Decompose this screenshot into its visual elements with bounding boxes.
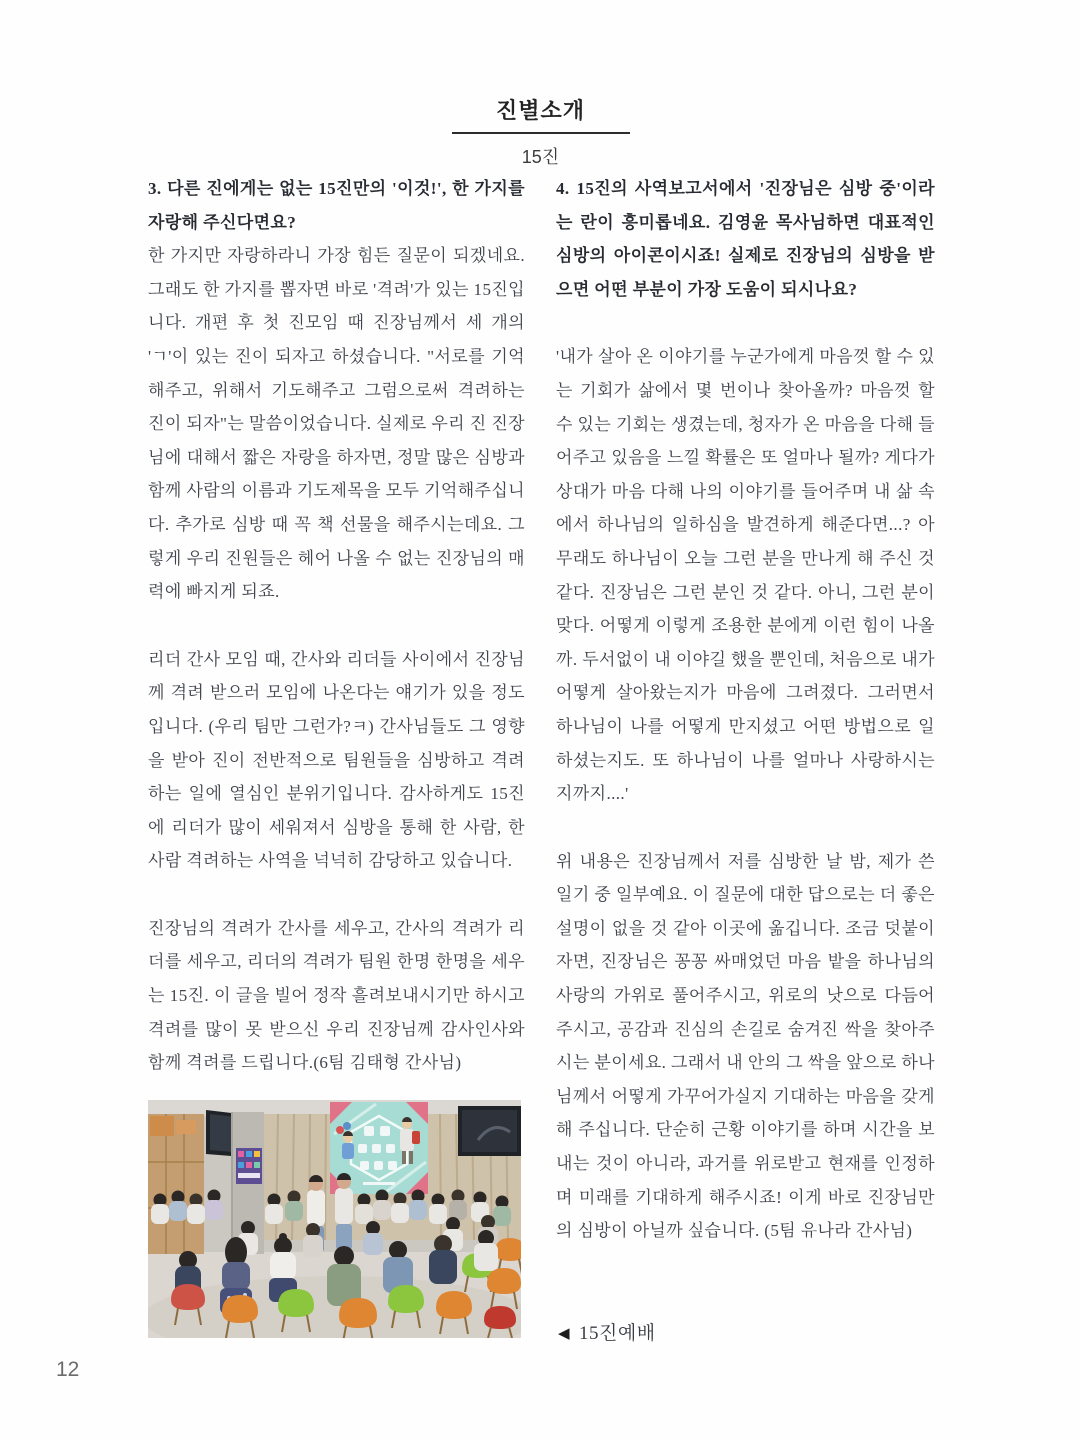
left-paragraph-2: 리더 간사 모임 때, 간사와 리더들 사이에서 진장님께 격려 받으러 모임에 나온다는 얘기가 있을 정도입니다. (우리 팀만 그런가?ㅋ) 간사님들도 그 영향을 받아 진이 전반적으로 팀원들을 심방하고 격려하는 일에 열심인 분위기입니다. 감사하게도 15진에 리더가 많이 세워져서 심방을 통해 한 사람, 한 사람 격려하는 사역을 넉넉히 감당하고 있습니다. bbox=[148, 649, 525, 871]
group-subtitle: 15진 bbox=[521, 147, 560, 167]
left-column bbox=[148, 172, 525, 1080]
section-title: 진별소개 bbox=[495, 98, 585, 123]
title-underline bbox=[452, 132, 630, 134]
left-paragraph-1: 한 가지만 자랑하라니 가장 힘든 질문이 되겠네요. 그래도 한 가지를 뽑자면 바로 '격려'가 있는 15진입니다. 개편 후 첫 진모임 때 진장님께서 세 개의 'ㄱ'이 있는 진이 되자고 하셨습니다. "서로를 기억해주고, 위해서 기도해주고 그럼으로써 격려하는 진이 되자"는 말씀이었습니다. 실제로 우리 진 진장님에 대해서 짧은 자랑을 하자면, 정말 많은 심방과 함께 사람의 이름과 기도제목을 모두 기억해주십니다. 추가로 심방 때 꼭 책 선물을 해주시는데요. 그렇게 우리 진원들은 헤어 나올 수 없는 진장님의 매력에 빠지게 되죠. bbox=[148, 246, 525, 602]
cabinet bbox=[148, 1114, 204, 1254]
page-number: 12 bbox=[56, 1358, 80, 1381]
tv-right bbox=[458, 1106, 521, 1156]
photo-caption bbox=[558, 1318, 656, 1345]
standing-leader-2 bbox=[335, 1173, 353, 1250]
left-triangle-icon: ◀ bbox=[558, 1326, 571, 1342]
photo-illustration bbox=[148, 1100, 521, 1338]
left-paragraph-3: 진장님의 격려가 간사를 세우고, 간사의 격려가 리더를 세우고, 리더의 격려가 팀원 한명 한명을 세우는 15진. 이 글을 빌어 정작 흘려보내시기만 하시고 격려를 많이 못 받으신 우리 진장님께 감사인사와 함께 격려를 드립니다.(6팀 김태형 간사님) bbox=[148, 918, 525, 1073]
photo-caption-text: 15진예배 bbox=[579, 1323, 656, 1344]
poster bbox=[236, 1148, 262, 1184]
question-3: 3. 다른 진에게는 없는 15진만의 '이것!', 한 가지를 자랑해 주신다면요? bbox=[148, 179, 525, 232]
right-paragraph-2: 위 내용은 진장님께서 저를 심방한 날 밤, 제가 쓴 일기 중 일부예요. 이 질문에 대한 답으로는 더 좋은 설명이 없을 것 같아 이곳에 옮깁니다. 조금 덧붙이자면, 진장님은 꽁꽁 싸매었던 마음 밭을 하나님의 사랑의 가위로 풀어주시고, 위로의 낫으로 다듬어주시고, 공감과 진심의 손길로 숨겨진 싹을 찾아주시는 분이세요. 그래서 내 안의 그 싹을 앞으로 하나님께서 어떻게 가꾸어가실지 기대하는 마음을 갖게 해 주십니다. 단순히 근황 이야기를 하며 시간을 보내는 것이 아니라, 과거를 위로받고 현재를 인정하며 미래를 기대하게 해주시죠! 이게 바로 진장님만의 심방이 아닐까 싶습니다. (5팀 유나라 간사님) bbox=[556, 851, 935, 1241]
worship-meeting-photo bbox=[148, 1100, 521, 1338]
question-4: 4. 15진의 사역보고서에서 '진장님은 심방 중'이라는 란이 흥미롭네요. 김영윤 목사님하면 대표적인 심방의 아이콘이시죠! 실제로 진장님의 심방을 받으면 어떤 부분이 가장 도움이 되시나요? bbox=[556, 179, 935, 299]
right-column bbox=[556, 172, 935, 1248]
page-header bbox=[0, 94, 1081, 169]
right-paragraph-1: '내가 살아 온 이야기를 누군가에게 마음껏 할 수 있는 기회가 삶에서 몇 번이나 찾아올까? 마음껏 할 수 있는 기회는 생겼는데, 청자가 온 마음을 다해 들어주고 있음을 느낄 확률은 또 얼마나 될까? 게다가 상대가 마음 다해 나의 이야기를 들어주며 내 삶 속에서 하나님의 일하심을 발견하게 해준다면...? 아무래도 하나님이 오늘 그런 분을 만나게 해 주신 것 같다. 진장님은 그런 분인 것 같다. 아니, 그런 분이 맞다. 어떻게 이렇게 조용한 분에게 이런 힘이 나올까. 두서없이 내 이야길 했을 뿐인데, 처음으로 내가 어떻게 살아왔는지가 마음에 그려졌다. 그러면서 하나님이 나를 어떻게 만지셨고 어떤 방법으로 일하셨는지도. 또 하나님이 나를 얼마나 사랑하시는 지까지....' bbox=[556, 347, 935, 804]
